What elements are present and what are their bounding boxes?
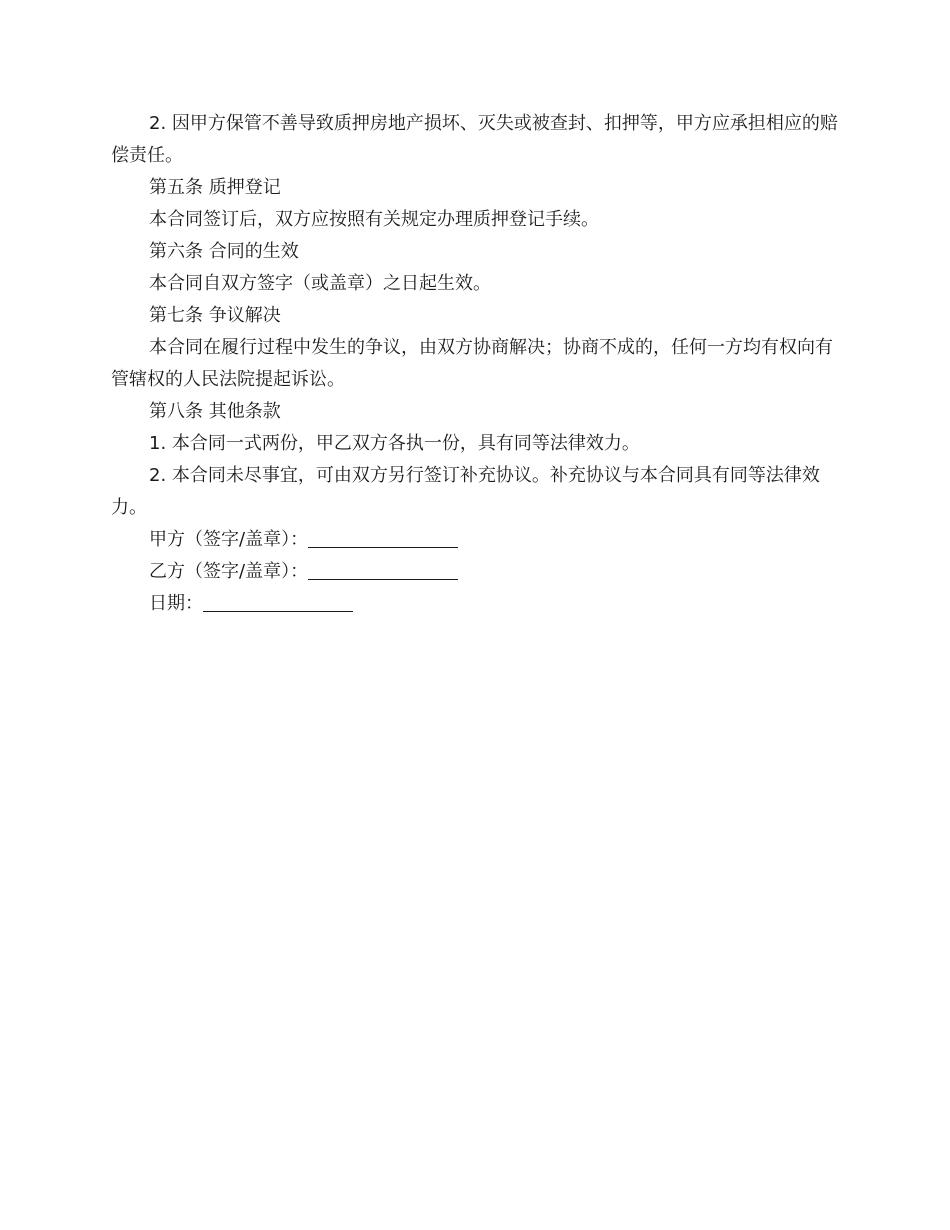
party-b-signature-blank [308, 559, 458, 580]
party-b-label: 乙方（签字/盖章）： [149, 561, 309, 582]
date-label: 日期： [149, 593, 203, 614]
article-6-text: 本合同自双方签字（或盖章）之日起生效。 [149, 273, 491, 294]
article-7-text: 本合同在履行过程中发生的争议，由双方协商解决；协商不成的，任何一方均有权向有管辖权的人民法院提起诉讼。 [111, 337, 833, 390]
article-7-heading: 第七条 争议解决 [149, 305, 281, 326]
date-line [111, 588, 841, 620]
party-b-signature-line [111, 556, 841, 588]
date-blank [203, 591, 353, 612]
article-8-item-1: 1. 本合同一式两份，甲乙双方各执一份，具有同等法律效力。 [149, 433, 640, 454]
clause-4-item-2: 2. 因甲方保管不善导致质押房地产损坏、灭失或被查封、扣押等，甲方应承担相应的赔偿责任。 [111, 113, 838, 166]
party-a-label: 甲方（签字/盖章）： [149, 529, 309, 550]
party-a-signature-blank [308, 527, 458, 548]
contract-body [111, 108, 841, 620]
article-6-heading: 第六条 合同的生效 [149, 241, 299, 262]
party-a-signature-line [111, 524, 841, 556]
article-5-heading: 第五条 质押登记 [149, 177, 281, 198]
article-8-heading: 第八条 其他条款 [149, 401, 281, 422]
article-5-text: 本合同签订后，双方应按照有关规定办理质押登记手续。 [149, 209, 599, 230]
article-8-item-2: 2. 本合同未尽事宜，可由双方另行签订补充协议。补充协议与本合同具有同等法律效力。 [111, 465, 820, 518]
